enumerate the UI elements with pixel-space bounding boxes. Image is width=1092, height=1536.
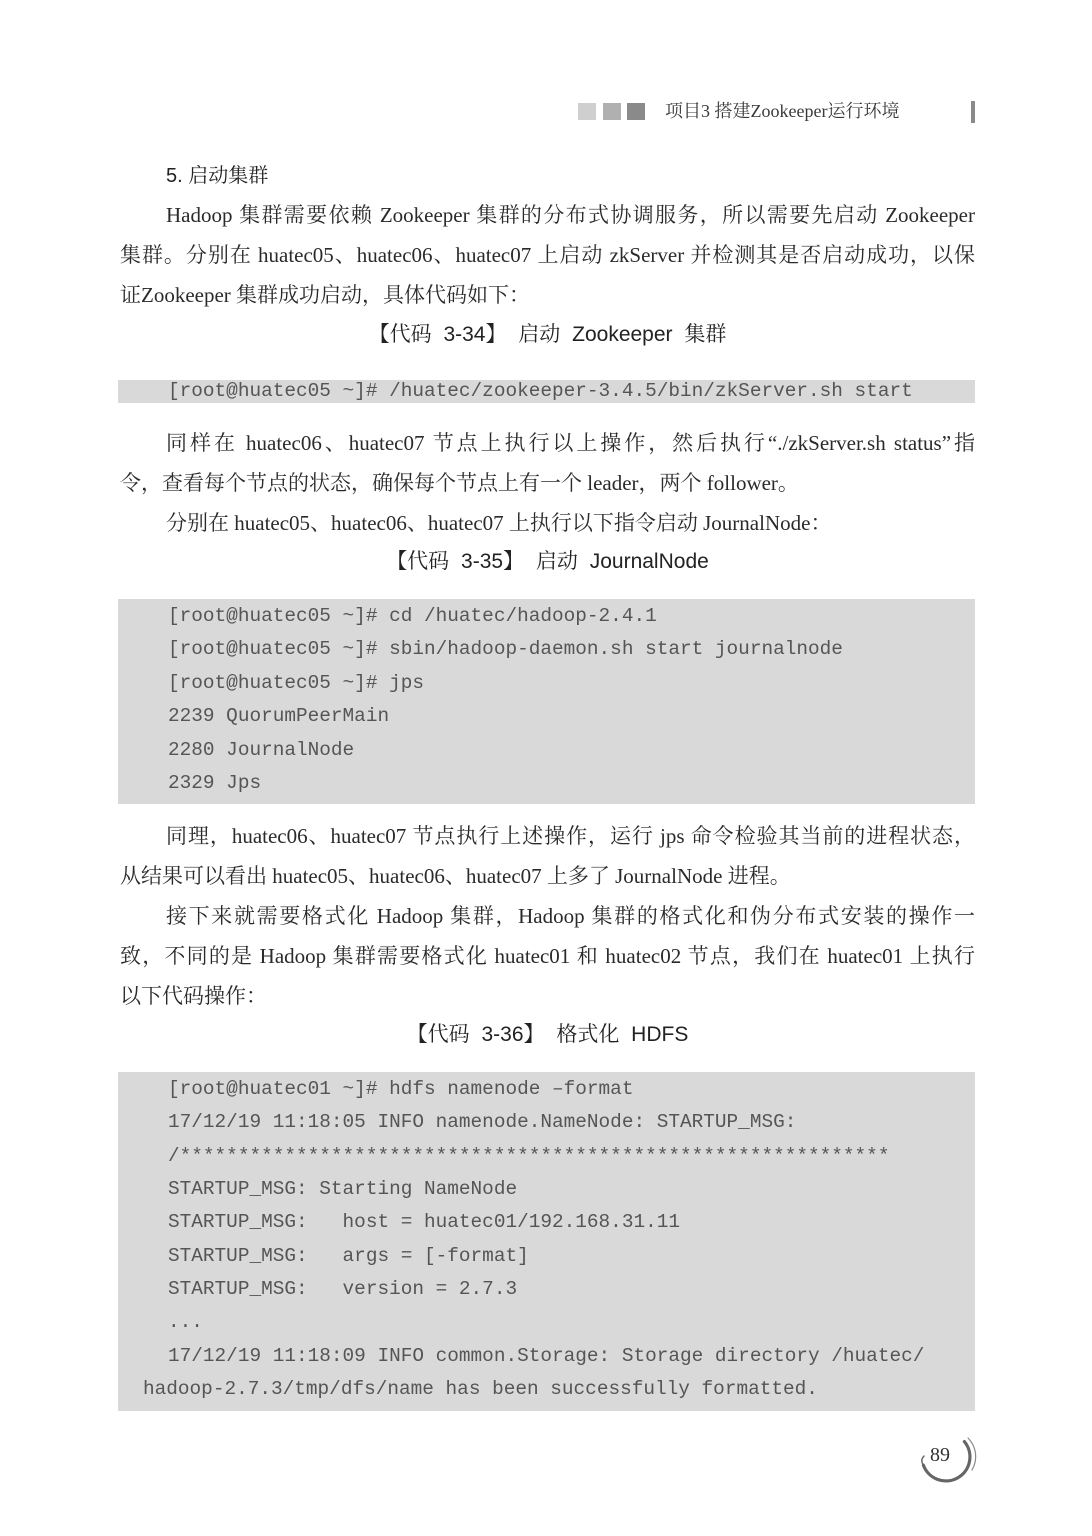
- code-block: [118, 1072, 975, 1411]
- code-line: STARTUP_MSG: version = 2.7.3: [168, 1278, 518, 1301]
- body-paragraph: [120, 896, 975, 1016]
- code-caption: 【代码 3-36】 格式化 HDFS: [406, 1023, 689, 1046]
- body-paragraph: [120, 503, 975, 543]
- code-line: [root@huatec05 ~]# sbin/hadoop-daemon.sh start journalnode: [168, 638, 843, 661]
- code-line: 17/12/19 11:18:05 INFO namenode.NameNode: STARTUP_MSG:: [168, 1111, 797, 1134]
- code-line: STARTUP_MSG: host = huatec01/192.168.31.11: [168, 1211, 680, 1234]
- paragraph-line: 同理，huatec06、huatec07 节点执行上述操作，运行 jps 命令检验其当前的进程状态，: [166, 824, 975, 848]
- code-line: hadoop-2.7.3/tmp/dfs/name has been successfully formatted.: [143, 1378, 818, 1401]
- page-number: 89: [930, 1444, 950, 1466]
- code-line: 2239 QuorumPeerMain: [168, 705, 390, 728]
- header-square: [627, 103, 645, 120]
- code-caption: 【代码 3-35】 启动 JournalNode: [386, 550, 709, 573]
- paragraph-line: 分别在 huatec05、huatec06、huatec07 上执行以下指令启动 JournalNode：: [166, 511, 832, 535]
- code-line: 17/12/19 11:18:09 INFO common.Storage: Storage directory /huatec/: [168, 1344, 925, 1367]
- code-line: STARTUP_MSG: Starting NameNode: [168, 1178, 518, 1201]
- body-paragraph: [120, 195, 975, 315]
- paragraph-line: 以下代码操作：: [120, 984, 267, 1008]
- code-line: [root@huatec05 ~]# jps: [168, 671, 424, 694]
- paragraph-line: 接下来就需要格式化 Hadoop 集群，Hadoop 集群的格式化和伪分布式安装的操作一: [166, 904, 975, 928]
- code-line: [root@huatec01 ~]# hdfs namenode –format: [168, 1078, 634, 1100]
- code-caption: 【代码 3-34】 启动 Zookeeper 集群: [368, 323, 727, 346]
- paragraph-line: 同样在 huatec06、huatec07 节点上执行以上操作，然后执行“./zkServer.sh status”指: [166, 431, 975, 455]
- code-line: 2280 JournalNode: [168, 738, 355, 761]
- header-square: [578, 103, 596, 120]
- paragraph-line: 从结果可以看出 huatec05、huatec06、huatec07 上多了 JournalNode 进程。: [120, 864, 791, 888]
- paragraph-line: 致，不同的是 Hadoop 集群需要格式化 huatec01 和 huatec02 节点，我们在 huatec01 上执行: [120, 944, 975, 968]
- paragraph-line: 证Zookeeper 集群成功启动，具体代码如下：: [120, 283, 531, 307]
- paragraph-line: 集群。分别在 huatec05、huatec06、huatec07 上启动 zkServer 并检测其是否启动成功，以保: [120, 243, 975, 267]
- code-line: STARTUP_MSG: args = [-format]: [168, 1244, 529, 1267]
- body-paragraph: [120, 423, 975, 503]
- code-line: /*************************************************************: [168, 1144, 890, 1167]
- code-line: ...: [168, 1311, 203, 1334]
- code-line: 2329 Jps: [168, 772, 262, 795]
- code-line: [root@huatec05 ~]# /huatec/zookeeper-3.4.5/bin/zkServer.sh start: [168, 380, 913, 402]
- header-bar: [971, 101, 975, 123]
- code-block: [118, 380, 975, 403]
- paragraph-line: 令，查看每个节点的状态，确保每个节点上有一个 leader，两个 follower。: [120, 471, 799, 495]
- code-line: [root@huatec05 ~]# cd /huatec/hadoop-2.4.1: [168, 605, 657, 627]
- header-square: [603, 103, 621, 120]
- code-block: [118, 599, 975, 804]
- header-title: 项目3 搭建Zookeeper运行环境: [665, 101, 900, 121]
- paragraph-line: Hadoop 集群需要依赖 Zookeeper 集群的分布式协调服务，所以需要先启动 Zookeeper: [166, 203, 975, 227]
- section-heading: 5. 启动集群: [166, 165, 269, 187]
- body-paragraph: [120, 816, 975, 896]
